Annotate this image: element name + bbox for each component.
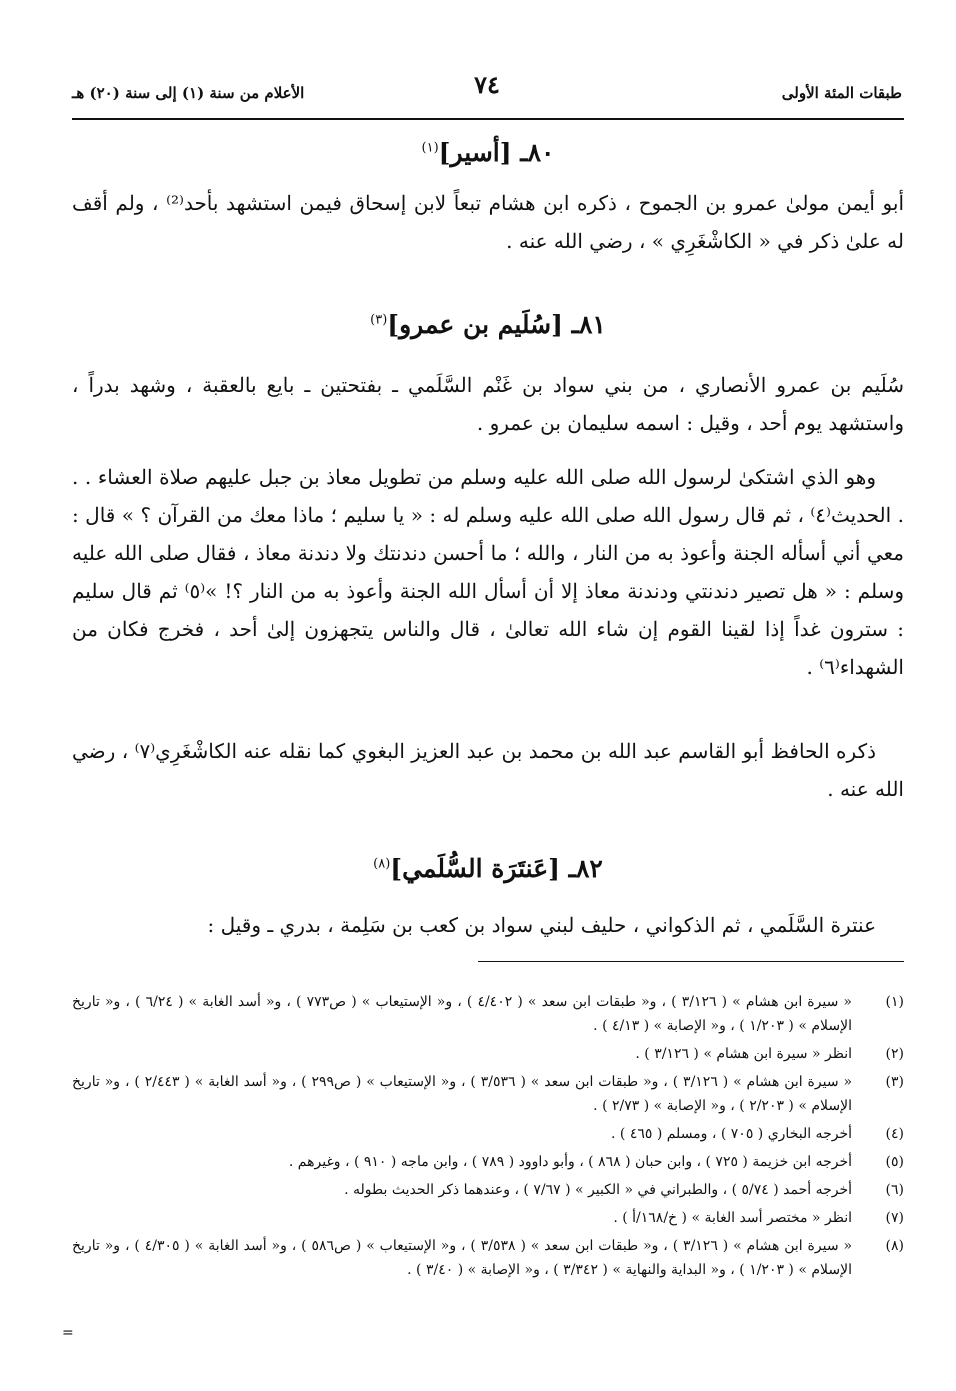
- entry-heading: [72, 138, 904, 167]
- footnote-number: (١): [885, 994, 904, 1010]
- header-rule: [72, 118, 904, 120]
- entry-paragraph: وهو الذي اشتكىٰ لرسول الله صلى الله عليه وسلم من تطويل معاذ بن جبل عليهم صلاة العشاء . . . الحديث⁽٤⁾ ، ثم قال رسول الله صلى الله عليه وسلم له : « يا سليم ؛ ماذا معك من القرآن ؟ » قال : معي أني أسأله الجنة وأعوذ به من النار ، والله ؛ ما أحسن دندنتك ولا دندنة معاذ ، فقال صلى الله عليه وسلم : « هل تصير دندنتي ودندنة معاذ إلا أن أسأل الله الجنة وأعوذ به من النار ؟! »⁽٥⁾ ثم قال سليم : سترون غداً إذا لقينا القوم إن شاء الله تعالىٰ ، قال والناس يتجهزون إلىٰ أحد ، فخرج فكان من الشهداء⁽٦⁾ .: [72, 465, 904, 679]
- footnote-text: « سيرة ابن هشام » ( ٣/١٢٦ ) ، و« طبقات ابن سعد » ( ٣/٥٣٦ ) ، و« الإستيعاب » ( ص٢٩٩ ) ، و« أسد الغابة » ( ٢/٤٤٣ ) ، و« تاريخ الإسلام » ( ٢/٢٠٣ ) ، و« الإصابة » ( ٢/٧٣ ) .: [72, 1074, 853, 1114]
- footnote-text: أخرجه ابن خزيمة ( ٧٢٥ ) ، وابن حبان ( ٨٦٨ ) ، وأبو داوود ( ٧٨٩ ) ، وابن ماجه ( ٩١٠ ) ، وغيرهم .: [288, 1154, 852, 1170]
- footnote-number: (٨): [885, 1238, 904, 1254]
- footnote-number: (٢): [885, 1046, 904, 1062]
- entry-title: ٨٠ـ [أسير]: [438, 138, 555, 167]
- footnote-number: (٣): [885, 1074, 904, 1090]
- footnote: [72, 1042, 904, 1066]
- entry-heading: [72, 310, 904, 339]
- entry-paragraph: أبو أيمن مولىٰ عمرو بن الجموح ، ذكره ابن هشام تبعاً لابن إسحاق فيمن استشهد بأحد⁽²⁾ ، ولم أقف له علىٰ ذكر في « الكاشْغَرِي » ، رضي الله عنه .: [72, 191, 904, 253]
- footnote-rule: [478, 961, 904, 962]
- footnote-text: أخرجه البخاري ( ٧٠٥ ) ، ومسلم ( ٤٦٥ ) .: [611, 1126, 852, 1142]
- page-number: ٧٤: [474, 70, 500, 99]
- margin-mark: =: [62, 1325, 74, 1341]
- entry-title: ٨١ـ [سُلَيم بن عمرو]: [387, 310, 606, 339]
- footnote-text: انظر « مختصر أسد الغابة » ( خ/١٦٨/أ ) .: [613, 1210, 852, 1226]
- header-book-title: طبقات المئة الأولى: [781, 84, 902, 102]
- footnote-number: (٥): [885, 1154, 904, 1170]
- header-section-title: الأعلام من سنة (١) إلى سنة (٢٠) هـ: [72, 84, 305, 102]
- entry-paragraph: ذكره الحافظ أبو القاسم عبد الله بن محمد بن عبد العزيز البغوي كما نقله عنه الكاشْغَرِي⁽٧⁾ ، رضي الله عنه .: [72, 739, 904, 801]
- footnote: [72, 990, 904, 1038]
- footnote-number: (٧): [885, 1210, 904, 1226]
- footnote: [72, 1178, 904, 1202]
- footnote-text: انظر « سيرة ابن هشام » ( ٣/١٢٦ ) .: [635, 1046, 852, 1062]
- footnote-text: « سيرة ابن هشام » ( ٣/١٢٦ ) ، و« طبقات ابن سعد » ( ٤/٤٠٢ ) ، و« الإستيعاب » ( ص٧٧٣ ) ، و« أسد الغابة » ( ٦/٢٤ ) ، و« تاريخ الإسلام » ( ١/٢٠٣ ) ، و« الإصابة » ( ٤/١٣ ) .: [72, 994, 852, 1034]
- footnote-number: (٤): [885, 1126, 904, 1142]
- footnote-text: أخرجه أحمد ( ٥/٧٤ ) ، والطبراني في « الكبير » ( ٧/٦٧ ) ، وعندهما ذكر الحديث بطوله .: [344, 1182, 852, 1198]
- footnote-ref: (١): [421, 140, 439, 156]
- entry-title: ٨٢ـ [عَنتَرَة السُّلَمي]: [390, 854, 603, 883]
- footnote: [72, 1122, 904, 1146]
- running-header: [72, 70, 902, 110]
- entry-paragraph: سُلَيم بن عمرو الأنصاري ، من بني سواد بن غَنْم السَّلَمي ـ بفتحتين ـ بايع بالعقبة ، وشهد بدراً ، واستشهد يوم أحد ، وقيل : اسمه سليمان بن عمرو .: [72, 373, 904, 435]
- footnote: [72, 1206, 904, 1230]
- footnote-ref: (٨): [373, 856, 391, 872]
- entry-paragraph: عنترة السَّلَمي ، ثم الذكواني ، حليف لبني سواد بن كعب بن سَلِمة ، بدري ـ وقيل :: [207, 913, 876, 937]
- footnote: [72, 1150, 904, 1174]
- footnote-text: « سيرة ابن هشام » ( ٣/١٢٦ ) ، و« طبقات ابن سعد » ( ٣/٥٣٨ ) ، و« الإستيعاب » ( ص٥٨٦ ) ، و« أسد الغابة » ( ٤/٣٠٥ ) ، و« تاريخ الإسلام » ( ١/٢٠٣ ) ، و« البداية والنهاية » ( ٣/٣٤٢ ) ، و« الإصابة » ( ٣/٤٠ ) .: [72, 1238, 853, 1278]
- footnote: [72, 1070, 904, 1118]
- footnote-ref: (٣): [370, 312, 388, 328]
- footnote-number: (٦): [885, 1182, 904, 1198]
- entry-heading: [72, 854, 904, 883]
- footnotes-list: [72, 990, 904, 1286]
- footnote: [72, 1234, 904, 1282]
